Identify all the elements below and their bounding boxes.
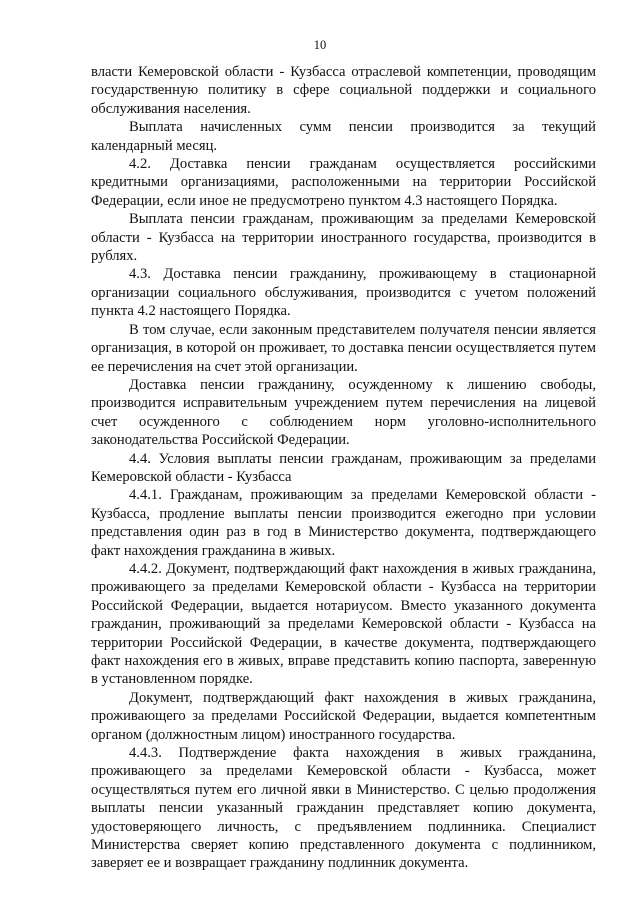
paragraph-legal-representative: В том случае, если законным представителем получателя пенсии является организация, в которой он проживает, то доставка пенсии осуществляется путем ее перечисления на счет этой организации. <box>91 321 596 375</box>
paragraph-4-2: 4.2. Доставка пенсии гражданам осуществляется российскими кредитными организациями, расположенными на территории Российской Федерации, если иное не предусмотрено пунктом 4.3 настоящего Порядка. <box>91 156 596 209</box>
paragraph-4-3: 4.3. Доставка пенсии гражданину, проживающему в стационарной организации социального обслуживания, производится с учетом положений пункта 4.2 настоящего Порядка. <box>91 266 596 320</box>
paragraph-convicted: Доставка пенсии гражданину, осужденному к лишению свободы, производится исправительным учреждением путем перечисления на лицевой счет осужденного с соблюдением норм уголовно-исполнительного законодательства Российской Федерации. <box>91 376 596 449</box>
paragraph-4-4-1: 4.4.1. Гражданам, проживающим за пределами Кемеровской области - Кузбасса, продление выплаты пенсии производится ежегодно при условии представления один раз в год в Министерство документа, подтверждающего факт нахождения гражданина в живых. <box>91 487 596 559</box>
paragraph-foreign-payment: Выплата пенсии гражданам, проживающим за пределами Кемеровской области - Кузбасса на территории иностранного государства, производится в рублях. <box>91 211 596 265</box>
page-number: 10 <box>313 38 327 52</box>
paragraph-payment-month: Выплата начисленных сумм пенсии производится за текущий календарный месяц. <box>91 119 596 154</box>
paragraph-4-4: 4.4. Условия выплаты пенсии гражданам, проживающим за пределами Кемеровской области - Кузбасса <box>91 450 596 485</box>
paragraph-4-4-2: 4.4.2. Документ, подтверждающий факт нахождения в живых гражданина, проживающего за пределами Кемеровской области - Кузбасса на территории Российской Федерации, выдается нотариусом. Вместо указанного документа гражданин, проживающий за пределами Кемеровской области - Кузбасса на территории Российской Федерации, в качестве документа, подтверждающего факт нахождения его в живых, вправе представить копию паспорта, заверенную в установленном порядке. <box>91 560 596 688</box>
document-body <box>91 63 596 873</box>
paragraph-foreign-document: Документ, подтверждающий факт нахождения в живых гражданина, проживающего за пределами Российской Федерации, выдается компетентным органом (должностным лицом) иностранного государства. <box>91 689 596 743</box>
paragraph-continuation: власти Кемеровской области - Кузбасса отраслевой компетенции, проводящим государственную политику в сфере социальной поддержки и социального обслуживания населения. <box>91 64 596 117</box>
paragraph-4-4-3: 4.4.3. Подтверждение факта нахождения в живых гражданина, проживающего за пределами Кемеровской области - Кузбасса, может осуществляться путем его личной явки в Министерство. С целью продолжения выплаты пенсии указанный гражданин представляет копию документа, удостоверяющего личность, с предъявлением подлинника. Специалист Министерства сверяет копию представленного документа с подлинником, заверяет ее и возвращает гражданину подлинник документа. <box>91 745 596 872</box>
